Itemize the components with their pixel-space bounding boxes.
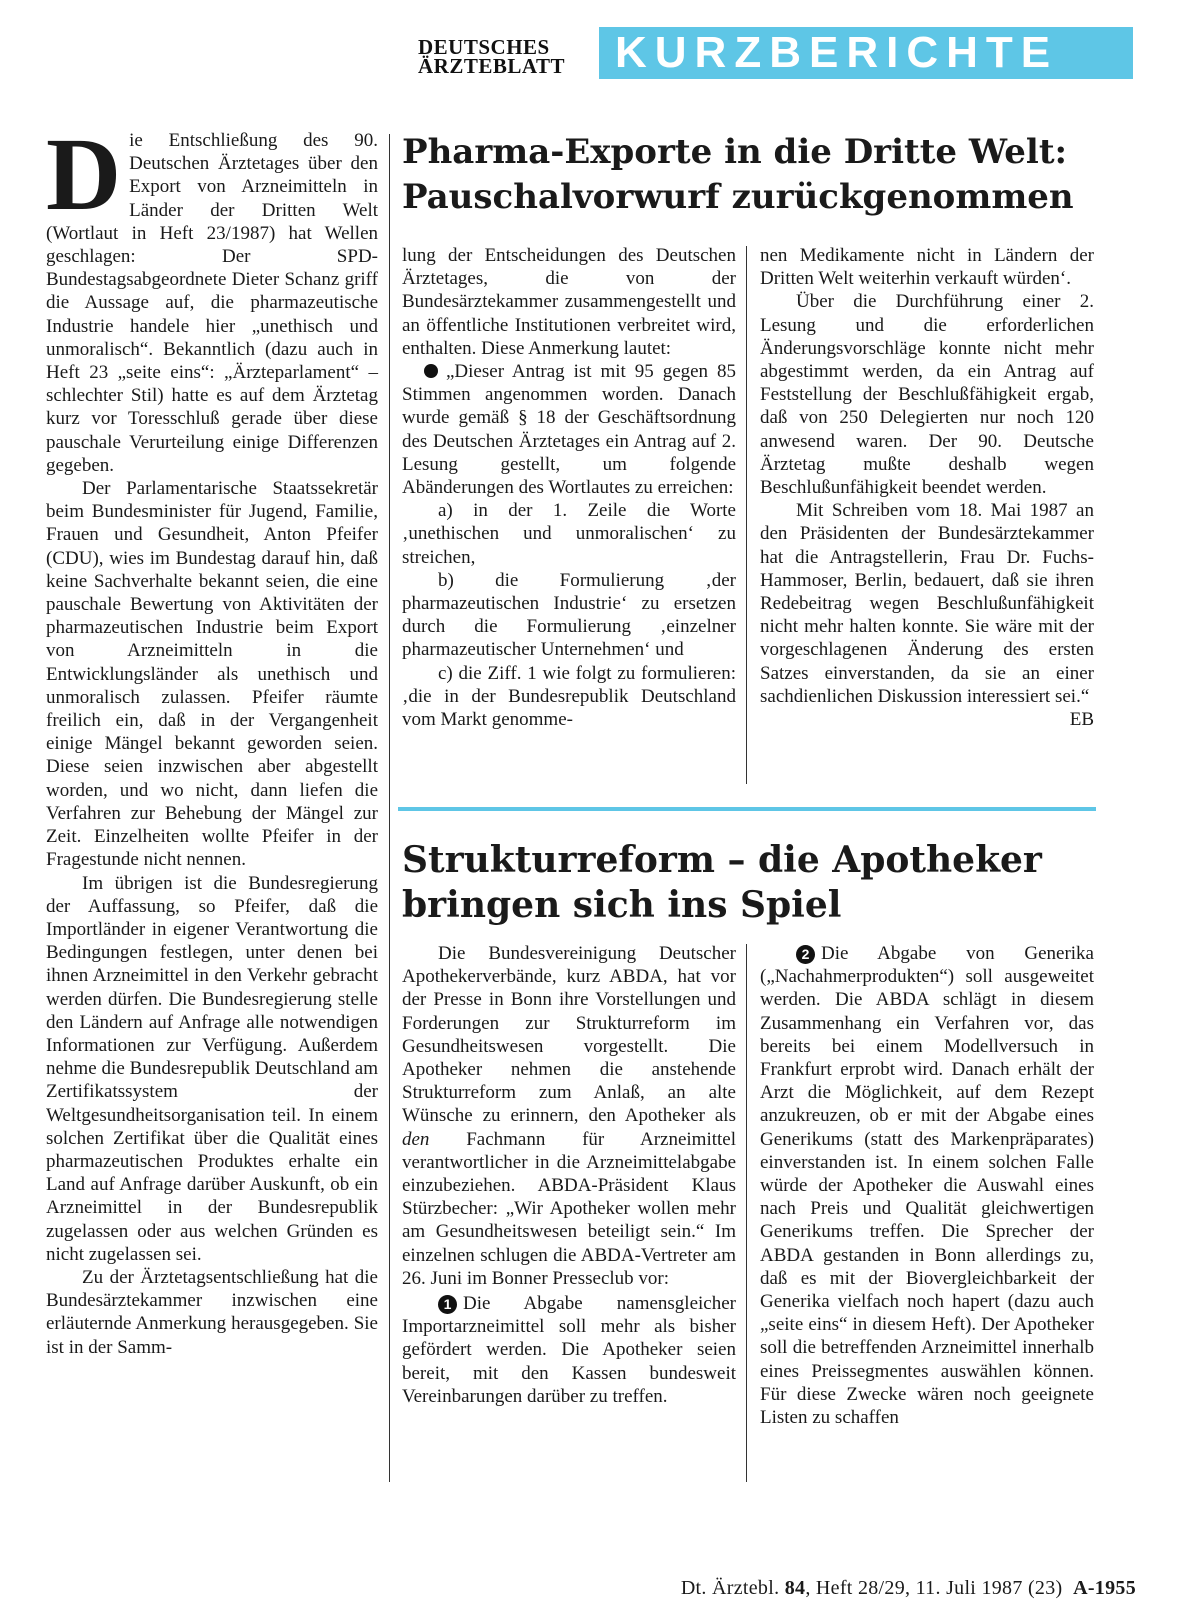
article1-column-2 — [402, 244, 736, 731]
author-initials: EB — [1069, 709, 1094, 731]
article2-headline-line2: bringen sich ins Spiel — [402, 884, 842, 926]
article1-column-3 — [760, 244, 1094, 731]
article1-paragraph: Zu der Ärztetagsentschließung hat die Bundesärztekammer inzwischen eine erläuternde Anmerkung herausgegeben. Sie ist in der Samm- — [46, 1266, 378, 1358]
page-number: A-1955 — [1073, 1577, 1136, 1599]
footer-issue: , Heft 28/29, 11. Juli 1987 (23) — [805, 1577, 1063, 1599]
section-separator — [398, 807, 1096, 811]
article2-paragraph: Die Bundesvereinigung Deutscher Apothekerverbände, kurz ABDA, hat vor der Presse in Bonn ihre Vorstellungen und Forderungen zur Strukturreform im Gesundheitswesen vorgestellt. Die Apotheker nehmen die anstehende Strukturreform zum Anlaß, an alte Wünsche zu erinnern, den Apotheker als den Fachmann für Arzneimittel verantwortlicher in die Arzneimittelabgabe einzubeziehen. ABDA-Präsident Klaus Stürzbecher: „Wir Apotheker wollen mehr am Gesundheitswesen beteiligt sein.“ Im einzelnen schlugen die ABDA-Vertreter am 26. Juni im Bonner Presseclub vor: — [402, 943, 736, 1289]
column-divider — [746, 246, 747, 784]
article2-headline-line1: Strukturreform – die Apotheker — [402, 839, 1042, 881]
article2-column-1 — [402, 942, 736, 1408]
section-title: KURZBERICHTE — [615, 28, 1059, 77]
drop-cap: D — [46, 117, 122, 232]
article1-headline-line1: Pharma-Exporte in die Dritte Welt: — [402, 132, 1068, 172]
footer-journal: Dt. Ärztebl. — [680, 1577, 780, 1599]
article1-column-1 — [46, 117, 378, 1359]
column-divider — [746, 944, 747, 1482]
logo-line1: DEUTSCHES — [418, 35, 550, 59]
article2-headline — [402, 838, 1122, 928]
article2-point-1: 1 Die Abgabe namensgleicher Importarzneimittel soll mehr als bisher gefördert werden. Die Apotheker seien bereit, mit den Kassen bundesweit Vereinbarungen darüber zu treffen. — [402, 1293, 736, 1407]
article1-quote: „Dieser Antrag ist mit 95 gegen 85 Stimmen angenommen worden. Danach wurde gemäß § 18 der Geschäftsordnung des Deutschen Ärztetages ein Antrag auf 2. Lesung gestellt, um folgende Abänderungen des Wortlautes zu erreichen: — [402, 361, 736, 499]
number-badge-icon: 2 — [796, 945, 815, 964]
column-divider — [389, 134, 390, 1482]
journal-logo — [418, 35, 588, 78]
article1-paragraph: c) die Ziff. 1 wie folgt zu formulieren: ‚die in der Bundesrepublik Deutschland vom Markt genomme- — [402, 662, 736, 731]
article1-paragraph: a) in der 1. Zeile die Worte ‚unethischen und unmoralischen‘ zu streichen, — [402, 500, 736, 568]
article1-paragraph: Im übrigen ist die Bundesregierung der Auffassung, so Pfeifer, daß die Importländer in eigener Verantwortung die Bedingungen festlegen, unter denen bei ihnen Arzneimittel in den Verkehr gebracht werden dürfen. Die Bundesregierung stelle den Ländern auf Anfrage alle notwendigen Informationen zur Verfügung. Außerdem nehme die Bundesrepublik Deutschland am Zertifikatssystem der Weltgesundheitsorganisation teil. In einem solchen Zertifikat über die Qualität eines pharmazeutischen Produktes erhalte ein Land auf Anfrage darüber Auskunft, ob ein Arzneimittel in der Bundesrepublik zugelassen oder aus welchen Gründen es nicht zugelassen sei. — [46, 872, 378, 1265]
number-badge-icon: 1 — [438, 1295, 457, 1314]
logo-line2: ÄRZTEBLATT — [418, 54, 565, 78]
article1-paragraph: b) die Formulierung ‚der pharmazeutischen Industrie‘ zu ersetzen durch die Formulierung ‚einzelner pharmazeutischer Unternehmen‘ und — [402, 569, 736, 661]
article1-headline — [402, 130, 1122, 220]
article1-paragraph: nen Medikamente nicht in Ländern der Dritten Welt weiterhin verkauft würden‘. — [760, 245, 1094, 290]
page-footer — [600, 1577, 1136, 1600]
article1-paragraph: lung der Entscheidungen des Deutschen Ärztetages, die von der Bundesärztekammer zusammengestellt und an öffentliche Institutionen verbreitet wird, enthalten. Diese Anmerkung lautet: — [402, 245, 736, 359]
article1-paragraph: Die Entschließung des 90. Deutschen Ärztetages über den Export von Arzneimitteln in Länder der Dritten Welt (Wortlaut in Heft 23/1987) hat Wellen geschlagen: Der SPD-Bundestagsabgeordnete Dieter Schanz griff die Aussage auf, die pharmazeutische Industrie handele hier „unethisch und unmoralisch“. Bekanntlich (dazu auch in Heft 23 „seite eins“: „Ärzteparlament“ – schlechter Stil) hatte es auf dem Ärztetag kurz vor Toresschluß gerade über diese pauschale Verurteilung einige Differenzen gegeben. — [46, 117, 378, 476]
article2-point-2: 2 Die Abgabe von Generika („Nachahmerprodukten“) soll ausgeweitet werden. Die ABDA schlägt in diesem Zusammenhang ein Verfahren vor, das bereits bei einem Modellversuch in Frankfurt erprobt wird. Danach erhält der Arzt die Möglichkeit, auf dem Rezept anzukreuzen, ob er mit der Abgabe eines Generikums (statt des Markenpräparates) einverstanden ist. In einem solchen Falle würde der Apotheker die Auswahl eines nach Preis und Qualität gleichwertigen Generikums treffen. Die Sprecher der ABDA gestanden in Bonn allerdings zu, daß es mit der Biovergleichbarkeit der Generika vielfach noch hapert (dazu auch „seite eins“ in diesem Heft). Der Apotheker soll die betreffenden Arzneimittel innerhalb eines Preissegmentes auswählen können. Für diese Zwecke wären noch geeignete Listen zu schaffen — [760, 943, 1094, 1429]
section-banner — [599, 27, 1133, 79]
article2-column-2 — [760, 942, 1094, 1429]
article1-paragraph: Mit Schreiben vom 18. Mai 1987 an den Präsidenten der Bundesärztekammer hat die Antragstellerin, Frau Dr. Fuchs-Hammoser, Berlin, bedauert, daß sie ihren Redebeitrag wegen Beschlußunfähigkeit nicht mehr halten konnte. Sie wäre mit der vorgeschlagenen Änderung des ersten Satzes einverstanden, da sie an einer sachdienlichen Diskussion interessiert sei.“ EB — [760, 500, 1094, 731]
article1-paragraph: Über die Durchführung einer 2. Lesung und die erforderlichen Änderungsvorschläge konnte nicht mehr abgestimmt werden, da ein Antrag auf Feststellung der Beschlußfähigkeit ergab, daß von 250 Delegierten nur noch 120 anwesend waren. Der 90. Deutsche Ärztetag mußte deshalb wegen Beschlußunfähigkeit beendet werden. — [760, 291, 1094, 499]
bullet-icon — [424, 364, 438, 378]
footer-volume: 84 — [784, 1577, 806, 1599]
article1-headline-line2: Pauschalvorwurf zurückgenommen — [402, 177, 1074, 217]
article1-paragraph: Der Parlamentarische Staatssekretär beim Bundesminister für Jugend, Familie, Frauen und Gesundheit, Anton Pfeifer (CDU), wies im Bundestag darauf hin, daß keine Sachverhalte bekannt seien, die eine pauschale Bewertung von Aktivitäten der pharmazeutischen Industrie beim Export von Arzneimitteln in die Entwicklungsländer als unethisch und unmoralisch zulassen. Pfeifer räumte freilich ein, daß in der Vergangenheit einige Mängel bekannt geworden seien. Diese seien inzwischen aber abgestellt worden, und wo nicht, dann liefen die Verfahren zur Behebung der Mängel zur Zeit. Einzelheiten wollte Pfeifer in der Fragestunde nicht nennen. — [46, 478, 378, 871]
